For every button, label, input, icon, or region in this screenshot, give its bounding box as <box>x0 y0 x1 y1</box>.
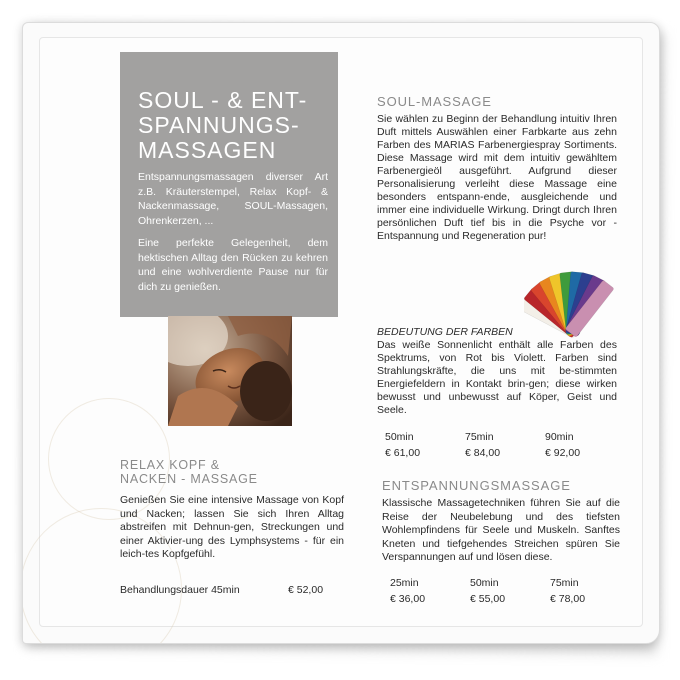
price-amount: € 78,00 <box>550 593 586 605</box>
massage-photo-illustration <box>168 316 292 426</box>
price-amount-row <box>390 593 630 605</box>
price-duration: 50min <box>470 577 499 589</box>
main-title-line: MASSAGEN <box>138 137 277 163</box>
sheet-inner-frame <box>39 37 643 627</box>
intro-panel <box>120 52 338 317</box>
intro-text: Entspannungsmassagen diverser Art z.B. Kräuterstempel, Relax Kopf- & Nackenmassage, SOUL-Massagen, Ohrenkerzen, ... <box>138 171 328 227</box>
relax-title-line: NACKEN - MASSAGE <box>120 472 258 486</box>
main-title-line: SPANNUNGS- <box>138 112 300 138</box>
farben-description: Das weiße Sonnenlicht enthält alle Farben des Spektrums, von Rot bis Violett. Farben sind Strahlungskräfte, die uns mit be-stimmten Energiefeldern in Kontakt brin-gen; diese wirken bewusst und unbewusst auf Köper, Geist und Seele. <box>377 339 617 416</box>
main-title <box>138 88 328 163</box>
price-duration: 75min <box>465 431 494 443</box>
entspannung-section-title: ENTSPANNUNGSMASSAGE <box>382 478 571 493</box>
intro-text-secondary: Eine perfekte Gelegenheit, dem hektischen Alltag den Rücken zu kehren und eine wohlverdiente Pause nur für dich zu genießen. <box>138 237 328 293</box>
price-duration-row <box>390 577 630 589</box>
price-amount: € 92,00 <box>545 447 581 459</box>
soul-price-table <box>385 431 625 459</box>
price-duration: 25min <box>390 577 419 589</box>
relax-duration: Behandlungsdauer 45min <box>120 584 240 596</box>
price-duration: 50min <box>385 431 414 443</box>
color-card-fan <box>524 264 624 344</box>
color-card-fan-image <box>524 264 624 344</box>
entspannung-description: Klassische Massagetechniken führen Sie auf die Reise der Neubelebung und des tiefsten Wohlempfindens für Seele und Muskeln. Sanftes Kneten und tiefgehendes Streichen spüren Sie Verspannungen auf und lösen diese. <box>382 497 620 563</box>
massage-photo <box>168 316 292 426</box>
price-duration-row <box>385 431 625 443</box>
relax-description: Genießen Sie eine intensive Massage von Kopf und Nacken; lassen Sie sich Ihren Alltag abstreifen mit Dehnun-gen, Streckungen und einer Aktivier-ung des Lymphsystems - für ein leich-tes Kopfgefühl. <box>120 494 344 560</box>
soul-description: Sie wählen zu Beginn der Behandlung intuitiv Ihren Duft mittels Auswählen einer Farbkarte aus zehn Farben des MARIAS Farbenergiespray Sortiments. Diese Massage wird mit dem intuitiv gewähltem Farbenergieöl ausgeführt. Aufgrund dieser Personalisierung verleiht diese Massage eine besonders entspann-ende, ausgleichende und immer eine individuelle Wirkung. Dringt durch Ihren persönlichen Duft tief bis in die Psyche vor - Entspannung und Regeneration pur! <box>377 113 617 242</box>
relax-title-line: RELAX KOPF & <box>120 458 220 472</box>
farben-section-title: BEDEUTUNG DER FARBEN <box>377 326 513 338</box>
relax-price: € 52,00 <box>288 584 324 596</box>
entspannung-price-table <box>390 577 630 605</box>
price-amount-row <box>385 447 625 459</box>
price-duration: 75min <box>550 577 579 589</box>
price-amount: € 55,00 <box>470 593 506 605</box>
price-amount: € 84,00 <box>465 447 501 459</box>
price-amount: € 61,00 <box>385 447 421 459</box>
main-title-line: SOUL - & ENT- <box>138 87 308 113</box>
soul-section-title: SOUL-MASSAGE <box>377 94 492 109</box>
price-amount: € 36,00 <box>390 593 426 605</box>
price-duration: 90min <box>545 431 574 443</box>
brochure-sheet <box>22 22 660 644</box>
relax-section-title <box>120 458 330 486</box>
